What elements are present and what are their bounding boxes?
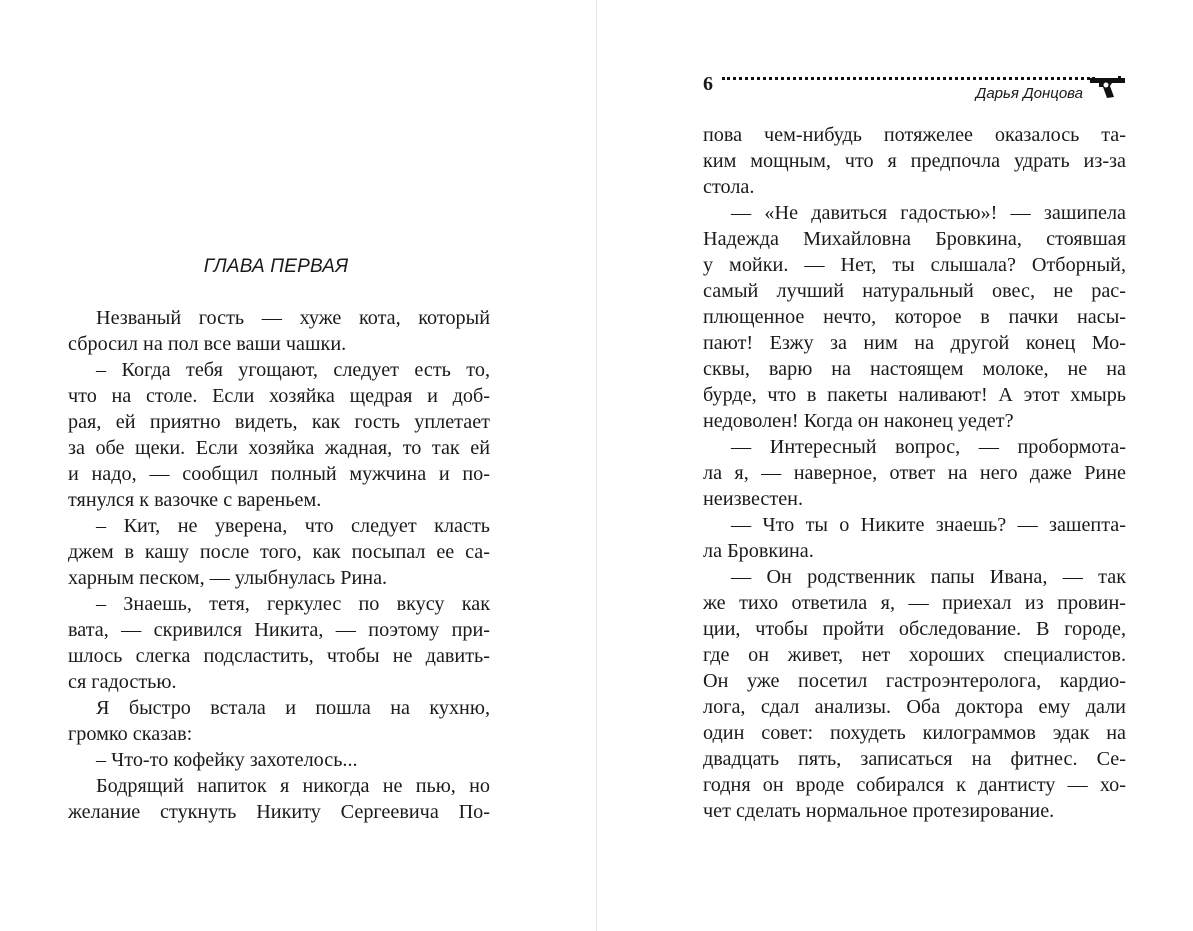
text-line: Он уже посетил гастроэнтеролога, кардио- [703,670,1126,692]
text-line: харным песком, — улыбнулась Рина. [68,567,388,589]
text-line: бурде, что в пакеты наливают! А этот хмырь [703,384,1126,406]
text-line: самый лучший натуральный овес, не рас- [703,280,1126,302]
text-line: пают! Езжу за ним на другой конец Мо- [703,332,1126,354]
text-line: Надежда Михайловна Бровкина, стоявшая [703,228,1126,250]
author-name: Дарья Донцова [975,85,1083,102]
text-line: плющенное нечто, которое в пачки насы- [703,306,1126,328]
text-line: Я быстро встала и пошла на кухню, [96,697,490,719]
text-line: чет сделать нормальное протезирование. [703,800,1055,822]
text-line: – Когда тебя угощают, следует есть то, [96,359,490,381]
text-line: шлось слегка подсластить, чтобы не давить- [68,645,490,667]
header-dotted-rule [722,77,1095,83]
revolver-icon [1088,74,1128,100]
text-line: один совет: похудеть килограммов эдак на [703,722,1126,744]
text-line: — Интересный вопрос, — пробормота- [731,436,1126,458]
text-line: неизвестен. [703,488,804,510]
right-page [597,0,1193,931]
text-line: – Что-то кофейку захотелось... [96,749,358,771]
text-line: желание стукнуть Никиту Сергеевича По- [68,801,490,823]
page-number: 6 [703,73,713,95]
text-line: ции, чтобы пройти обследование. В городе, [703,618,1126,640]
right-page-text [703,122,1126,824]
text-line: сквы, варю на настоящем молоке, не на [703,358,1126,380]
text-line: у мойки. — Нет, ты слышала? Отборный, [703,254,1126,276]
text-line: — Что ты о Никите знаешь? — зашепта- [731,514,1126,536]
text-line: ла я, — наверное, ответ на него даже Рине [703,462,1126,484]
text-line: — Он родственник папы Ивана, — так [731,566,1126,588]
text-line: сбросил на пол все ваши чашки. [68,333,347,355]
text-line: ла Бровкина. [703,540,814,562]
text-line: Незваный гость — хуже кота, который [96,307,490,329]
text-line: же тихо ответила я, — приехал из провин- [703,592,1126,614]
text-line: недоволен! Когда он наконец уедет? [703,410,1014,432]
text-line: ся гадостью. [68,671,177,693]
left-page-text [68,305,490,825]
chapter-title: ГЛАВА ПЕРВАЯ [203,256,349,277]
text-line: стола. [703,176,755,198]
text-line: годня он вроде собирался к дантисту — хо- [703,774,1126,796]
text-line: лога, сдал анализы. Оба доктора ему дали [703,696,1126,718]
text-line: Бодрящий напиток я никогда не пью, но [96,775,490,797]
text-line: – Знаешь, тетя, геркулес по вкусу как [96,593,490,615]
text-line: вата, — скривился Никита, — поэтому при- [68,619,490,641]
text-line: тянулся к вазочке с вареньем. [68,489,322,511]
text-line: и надо, — сообщил полный мужчина и по- [68,463,490,485]
text-line: пова чем-нибудь потяжелее оказалось та- [703,124,1126,146]
text-line: – Кит, не уверена, что следует класть [96,515,490,537]
text-line: где он живет, нет хороших специалистов. [703,644,1126,666]
text-line: за обе щеки. Если хозяйка жадная, то так ей [68,437,490,459]
text-line: двадцать пять, записаться на фитнес. Се- [703,748,1126,770]
text-line: — «Не давиться гадостью»! — зашипела [731,202,1126,224]
text-line: джем в кашу после того, как посыпал ее са- [68,541,490,563]
left-page [0,0,596,931]
text-line: рая, ей приятно видеть, как гость уплетает [68,411,490,433]
text-line: ким мощным, что я предпочла удрать из-за [703,150,1126,172]
text-line: громко сказав: [68,723,193,745]
text-line: что на столе. Если хозяйка щедрая и доб- [68,385,490,407]
